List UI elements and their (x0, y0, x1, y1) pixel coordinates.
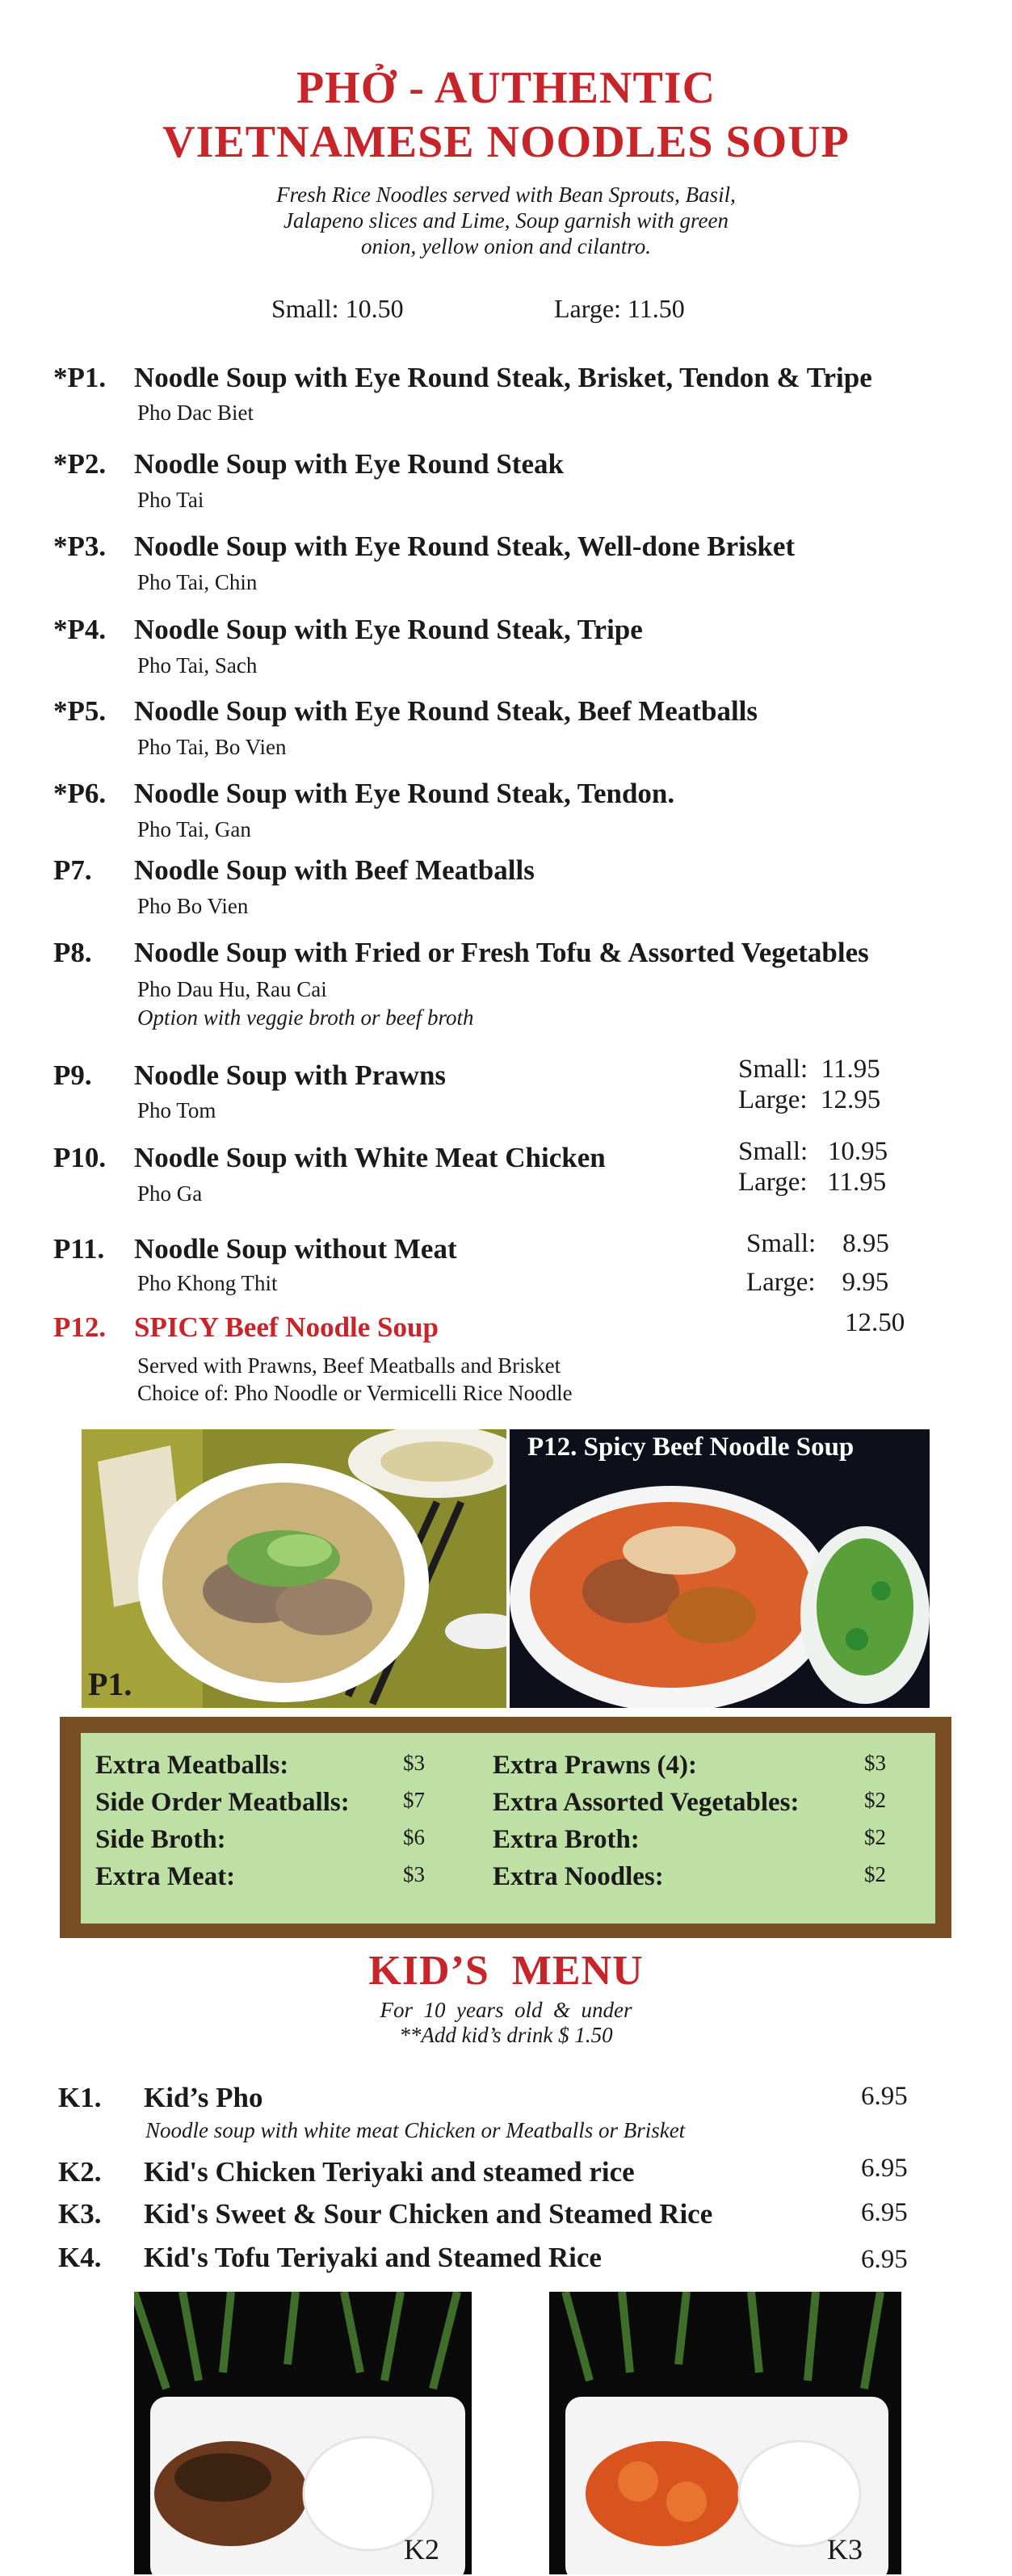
item-name: SPICY Beef Noodle Soup (134, 1311, 439, 1343)
extra-price: $3 (403, 1751, 425, 1775)
extra-price: $6 (403, 1825, 425, 1849)
item-description-line-2: Choice of: Pho Noodle or Vermicelli Rice Noodle (137, 1381, 573, 1405)
item-vietnamese-name: Pho Ga (137, 1181, 203, 1206)
item-code: P7. (53, 854, 92, 886)
kids-item-code: K1. (58, 2082, 102, 2113)
kids-item-code: K2. (58, 2156, 102, 2188)
photo-kids-k2 (134, 2292, 472, 2574)
kids-item-code: K4. (58, 2242, 102, 2273)
photo-label-k2: K2 (404, 2533, 439, 2566)
extra-price: $2 (864, 1825, 886, 1849)
photo-kids-k3 (549, 2292, 901, 2574)
item-large-price: Large: 11.95 (738, 1168, 887, 1197)
item-name: Noodle Soup with White Meat Chicken (134, 1142, 606, 1173)
extra-price: $3 (403, 1862, 425, 1886)
item-name: Noodle Soup with Eye Round Steak (134, 448, 564, 480)
extra-name: Extra Noodles: (493, 1862, 664, 1891)
item-code: *P4. (53, 614, 107, 645)
item-name: Noodle Soup with Eye Round Steak, Tendon. (134, 778, 675, 809)
item-vietnamese-name: Pho Dac Biet (137, 401, 254, 425)
kids-item-name: Kid's Chicken Teriyaki and steamed rice (144, 2156, 635, 2188)
kids-item-name: Kid’s Pho (144, 2082, 263, 2113)
kids-item-code: K3. (58, 2198, 102, 2230)
item-code: *P2. (53, 448, 107, 480)
extra-price: $2 (864, 1862, 886, 1886)
item-small-price: Small: 11.95 (738, 1055, 880, 1084)
extra-name: Extra Broth: (493, 1825, 640, 1854)
item-code: *P5. (53, 695, 107, 727)
item-code: P8. (53, 937, 92, 968)
item-name: Noodle Soup with Beef Meatballs (134, 854, 535, 886)
extra-price: $7 (403, 1788, 425, 1812)
item-name: Noodle Soup with Eye Round Steak, Beef Meatballs (134, 695, 758, 727)
photo-pho-p1 (82, 1429, 506, 1708)
large-price: Large: 11.50 (554, 294, 685, 323)
item-small-price: Small: 10.95 (738, 1137, 888, 1166)
item-name: Noodle Soup without Meat (134, 1233, 457, 1265)
extra-name: Extra Meatballs: (95, 1751, 289, 1780)
kids-item-name: Kid's Tofu Teriyaki and Steamed Rice (144, 2242, 602, 2273)
item-vietnamese-name: Pho Tom (137, 1098, 216, 1122)
extra-price: $2 (864, 1788, 886, 1812)
photo-label-p12: P12. Spicy Beef Noodle Soup (527, 1433, 855, 1462)
pho-bowl-illustration (82, 1429, 506, 1708)
item-small-price: Small: 8.95 (746, 1229, 889, 1258)
item-code: P9. (53, 1059, 92, 1091)
item-vietnamese-name: Pho Dau Hu, Rau Cai (137, 977, 327, 1001)
small-price: Small: 10.50 (271, 294, 404, 323)
item-name: Noodle Soup with Eye Round Steak, Tripe (134, 614, 643, 645)
item-code: *P3. (53, 531, 107, 562)
item-vietnamese-name: Pho Tai, Gan (137, 817, 251, 841)
extra-name: Side Broth: (95, 1825, 226, 1854)
item-vietnamese-name: Pho Khong Thit (137, 1271, 278, 1295)
item-name: Noodle Soup with Eye Round Steak, Brisket, Tendon & Tripe (134, 362, 872, 393)
kids-item-price: 6.95 (861, 2198, 908, 2227)
intro-line-3: onion, yellow onion and cilantro. (361, 234, 651, 258)
item-name: Noodle Soup with Fried or Fresh Tofu & Assorted Vegetables (134, 937, 869, 968)
kids-menu-age-note: For 10 years old & under (380, 1998, 632, 2022)
menu-title-line2: VIETNAMESE NOODLES SOUP (162, 117, 850, 167)
intro-line-2: Jalapeno slices and Lime, Soup garnish with green (283, 208, 729, 233)
kids-menu-drink-note: **Add kid’s drink $ 1.50 (399, 2023, 613, 2047)
item-vietnamese-name: Pho Tai, Sach (137, 653, 258, 678)
item-price: 12.50 (845, 1308, 905, 1337)
kids-item-description: Noodle soup with white meat Chicken or Meatballs or Brisket (145, 2118, 686, 2142)
extra-name: Extra Prawns (4): (493, 1751, 697, 1780)
item-vietnamese-name: Pho Tai, Chin (137, 570, 258, 594)
item-large-price: Large: 9.95 (746, 1268, 889, 1297)
kids-item-price: 6.95 (861, 2245, 908, 2274)
item-vietnamese-name: Pho Tai (137, 488, 204, 512)
kids-item-name: Kid's Sweet & Sour Chicken and Steamed Rice (144, 2198, 713, 2230)
photo-label-p1: P1. (88, 1666, 132, 1702)
item-code: P12. (53, 1311, 107, 1343)
item-code: P11. (53, 1233, 105, 1265)
extra-name: Extra Meat: (95, 1862, 236, 1891)
extra-name: Extra Assorted Vegetables: (493, 1788, 800, 1817)
item-vietnamese-name: Pho Bo Vien (137, 894, 249, 918)
item-code: *P1. (53, 362, 107, 393)
item-code: *P6. (53, 778, 107, 809)
item-vietnamese-name: Pho Tai, Bo Vien (137, 735, 287, 759)
extra-price: $3 (864, 1751, 886, 1775)
item-large-price: Large: 12.95 (738, 1085, 881, 1114)
item-name: Noodle Soup with Prawns (134, 1059, 447, 1091)
kids-item-price: 6.95 (861, 2154, 908, 2183)
photo-spicy-beef-noodle-soup (510, 1429, 930, 1708)
item-note: Option with veggie broth or beef broth (137, 1005, 474, 1030)
item-code: P10. (53, 1142, 107, 1173)
menu-title-line1: PHỞ - AUTHENTIC (296, 63, 716, 113)
photo-label-k3: K3 (827, 2533, 863, 2566)
item-name: Noodle Soup with Eye Round Steak, Well-done Brisket (134, 531, 796, 562)
kids-item-price: 6.95 (861, 2082, 908, 2111)
intro-line-1: Fresh Rice Noodles served with Bean Sprouts, Basil, (276, 183, 736, 207)
spicy-soup-illustration (510, 1429, 930, 1708)
extra-name: Side Order Meatballs: (95, 1788, 350, 1817)
item-description-line-1: Served with Prawns, Beef Meatballs and Brisket (137, 1353, 561, 1378)
kids-menu-title: KID’S MENU (368, 1948, 644, 1994)
